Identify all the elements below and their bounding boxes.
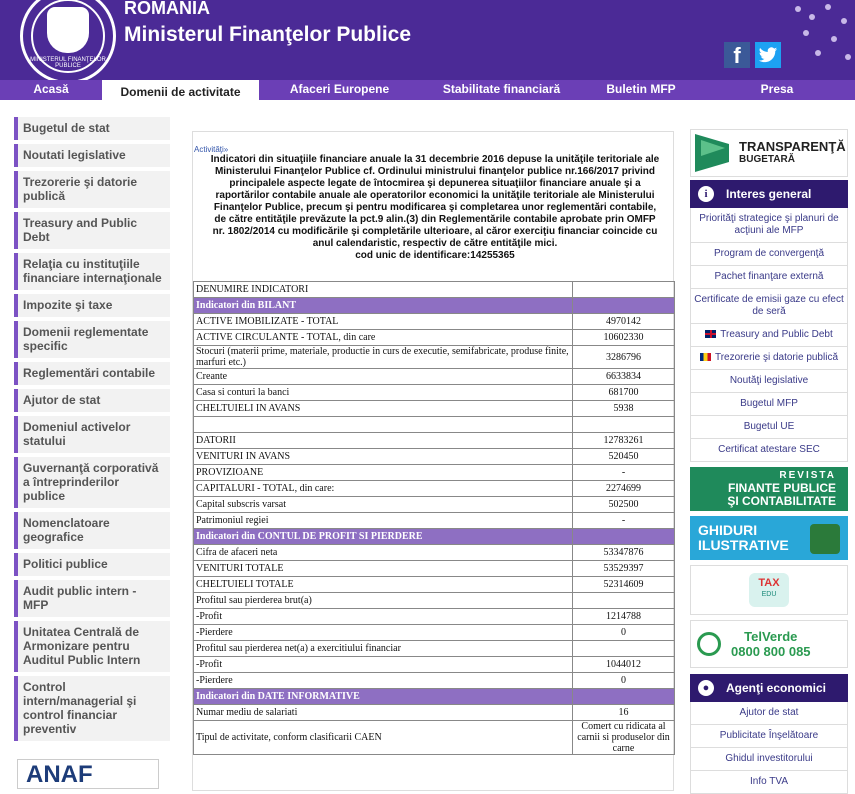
table-row (194, 401, 675, 417)
indicator-label (194, 417, 573, 433)
indicator-label: CAPITALURI - TOTAL, din care: (194, 481, 573, 497)
indicator-value (573, 298, 675, 314)
indicator-label: ACTIVE IMOBILIZATE - TOTAL (194, 314, 573, 330)
indicator-value (573, 529, 675, 545)
indicator-label: -Profit (194, 609, 573, 625)
indicator-label: Profitul sau pierderea net(a) a exercitiului financiar (194, 641, 573, 657)
indicator-label: VENITURI IN AVANS (194, 449, 573, 465)
indicator-value (573, 593, 675, 609)
transparenta-logo-icon (695, 134, 729, 172)
indicator-label: Patrimoniul regiei (194, 513, 573, 529)
ministry-logo[interactable] (20, 0, 116, 80)
table-row (194, 314, 675, 330)
sidebar-item[interactable]: Domenii reglementate specific (14, 321, 170, 358)
table-row (194, 561, 675, 577)
interes-link[interactable]: Certificat atestare SEC (690, 439, 848, 462)
sidebar-item[interactable]: Control intern/managerial şi control financiar preventiv (14, 676, 170, 741)
table-row (194, 385, 675, 401)
indicator-label: DENUMIRE INDICATORI (194, 282, 573, 298)
page-code: cod unic de identificare:14255365 (355, 250, 515, 261)
sidebar-item[interactable]: Unitatea Centrală de Armonizare pentru Auditul Public Intern (14, 621, 170, 672)
agenti-link[interactable]: Publicitate Înşelătoare (690, 725, 848, 748)
indicator-value: 6633834 (573, 369, 675, 385)
indicator-label: CHELTUIELI IN AVANS (194, 401, 573, 417)
indicator-value: 53529397 (573, 561, 675, 577)
indicator-label: Tipul de activitate, conform clasificarii CAEN (194, 721, 573, 755)
revista-banner[interactable]: REVISTA FINANTE PUBLICE ŞI CONTABILITATE (690, 467, 848, 511)
table-row (194, 625, 675, 641)
indicator-label: Indicatori din DATE INFORMATIVE (194, 689, 573, 705)
interes-link[interactable]: Pachet finanţare externă (690, 266, 848, 289)
table-row (194, 465, 675, 481)
site-header (0, 0, 855, 80)
content-area (192, 131, 674, 791)
indicator-value: 16 (573, 705, 675, 721)
table-row (194, 282, 675, 298)
indicators-table (193, 281, 675, 755)
sidebar-item[interactable]: Reglementări contabile (14, 362, 170, 385)
interes-link[interactable]: Trezorerie şi datorie publică (690, 347, 848, 370)
nav-item-3[interactable]: Stabilitate financiară (442, 82, 561, 96)
book-icon (810, 524, 840, 554)
indicator-value: - (573, 513, 675, 529)
table-row (194, 513, 675, 529)
sidebar-item[interactable]: Relaţia cu instituţiile financiare internaţionale (14, 253, 170, 290)
ministry-title[interactable]: Ministerul Finanţelor Publice (124, 23, 412, 46)
indicator-value (573, 689, 675, 705)
table-row (194, 417, 675, 433)
table-row (194, 433, 675, 449)
agenti-link[interactable]: Ghidul investitorului (690, 748, 848, 771)
indicator-label: Profitul sau pierderea brut(a) (194, 593, 573, 609)
right-sidebar (690, 129, 848, 794)
agenti-link[interactable]: Ajutor de stat (690, 702, 848, 725)
sidebar-item[interactable]: Nomenclatoare geografice (14, 512, 170, 549)
indicator-value: Comert cu ridicata al carnii si produselor din carne (573, 721, 675, 755)
left-sidebar (14, 117, 170, 745)
indicator-label: Capital subscris varsat (194, 497, 573, 513)
table-row (194, 481, 675, 497)
nav-item-5[interactable]: Presa (760, 82, 794, 96)
interes-link[interactable]: Certificate de emisii gaze cu efect de seră (690, 289, 848, 324)
interes-link[interactable]: Bugetul MFP (690, 393, 848, 416)
agenti-economici-list (690, 702, 848, 794)
breadcrumb[interactable]: Activităţi» (194, 145, 229, 154)
phone-icon (697, 632, 721, 656)
indicator-label: Creante (194, 369, 573, 385)
indicator-value: 2274699 (573, 481, 675, 497)
indicator-value (573, 417, 675, 433)
interes-general-header: i Interes general (690, 180, 848, 208)
sidebar-item[interactable]: Politici publice (14, 553, 170, 576)
indicator-label: Indicatori din CONTUL DE PROFIT SI PIERDERE (194, 529, 573, 545)
table-row (194, 673, 675, 689)
country-title: ROMANIA (124, 0, 210, 18)
indicator-label: Cifra de afaceri neta (194, 545, 573, 561)
indicator-value: 5938 (573, 401, 675, 417)
table-row (194, 330, 675, 346)
sidebar-item[interactable]: Noutati legislative (14, 144, 170, 167)
telverde-banner[interactable]: TelVerde 0800 800 085 (690, 620, 848, 668)
indicator-label: DATORII (194, 433, 573, 449)
transparenta-title: TRANSPARENŢĂ (739, 139, 846, 154)
indicator-value: 0 (573, 625, 675, 641)
sidebar-item[interactable]: Ajutor de stat (14, 389, 170, 412)
ghiduri-banner[interactable]: GHIDURI ILUSTRATIVE (690, 516, 848, 560)
sidebar-item[interactable]: Audit public intern - MFP (14, 580, 170, 617)
interes-link[interactable]: Priorităţi strategice şi planuri de acţiuni ale MFP (690, 208, 848, 243)
table-section-header (194, 689, 675, 705)
header-decoration (785, 0, 855, 80)
info-icon: i (698, 186, 714, 202)
table-row (194, 705, 675, 721)
indicator-value (573, 641, 675, 657)
nav-item-2[interactable]: Afaceri Europene (289, 82, 390, 96)
table-row (194, 593, 675, 609)
sidebar-item[interactable]: Domeniul activelor statului (14, 416, 170, 453)
indicator-value (573, 282, 675, 298)
agenti-link[interactable]: Info TVA (690, 771, 848, 794)
indicator-label: Stocuri (materii prime, materiale, productie in curs de executie, semifabricate, produse finite, marfuri etc.) (194, 346, 573, 369)
table-row (194, 497, 675, 513)
table-row (194, 346, 675, 369)
indicator-label: PROVIZIOANE (194, 465, 573, 481)
nav-item-1[interactable]: Domenii de activitate (102, 80, 259, 102)
transparenta-banner[interactable] (690, 129, 848, 177)
table-section-header (194, 529, 675, 545)
table-row (194, 657, 675, 673)
indicator-label: -Pierdere (194, 625, 573, 641)
anaf-banner[interactable]: ANAF (17, 759, 159, 789)
agenti-economici-header: ● Agenţi economici (690, 674, 848, 702)
nav-item-4[interactable]: Buletin MFP (606, 82, 676, 96)
indicator-value: 502500 (573, 497, 675, 513)
indicator-label: -Pierdere (194, 673, 573, 689)
table-row (194, 609, 675, 625)
interes-link[interactable]: Bugetul UE (690, 416, 848, 439)
indicator-value: 1214788 (573, 609, 675, 625)
table-row (194, 449, 675, 465)
person-icon: ● (698, 680, 714, 696)
indicator-label: -Profit (194, 657, 573, 673)
table-section-header (194, 298, 675, 314)
indicator-value: 52314609 (573, 577, 675, 593)
sidebar-item[interactable]: Treasury and Public Debt (14, 212, 170, 249)
interes-link[interactable]: Treasury and Public Debt (690, 324, 848, 347)
indicator-value: 53347876 (573, 545, 675, 561)
eagle-emblem-icon (47, 7, 89, 53)
indicator-value: - (573, 465, 675, 481)
nav-item-0[interactable]: Acasă (33, 82, 69, 96)
interes-link[interactable]: Noutăţi legislative (690, 370, 848, 393)
table-row (194, 369, 675, 385)
sidebar-item[interactable]: Trezorerie şi datorie publică (14, 171, 170, 208)
twitter-icon[interactable] (755, 42, 781, 68)
indicator-value: 4970142 (573, 314, 675, 330)
indicator-value: 10602330 (573, 330, 675, 346)
indicator-label: Numar mediu de salariati (194, 705, 573, 721)
table-row (194, 641, 675, 657)
indicator-value: 520450 (573, 449, 675, 465)
table-row (194, 721, 675, 755)
sidebar-item[interactable]: Impozite şi taxe (14, 294, 170, 317)
indicator-value: 1044012 (573, 657, 675, 673)
indicator-value: 0 (573, 673, 675, 689)
logo-text: MINISTERUL FINANŢELOR PUBLICE (30, 57, 106, 69)
interes-link[interactable]: Program de convergenţă (690, 243, 848, 266)
indicator-label: VENITURI TOTALE (194, 561, 573, 577)
indicator-value: 3286796 (573, 346, 675, 369)
ro-flag-icon (700, 353, 711, 361)
sidebar-item[interactable]: Bugetul de stat (14, 117, 170, 140)
page-title: Indicatori din situaţiile financiare anuale la 31 decembrie 2016 depuse la unităţile teritoriale ale Ministerului Finanţelor Publice cf. Ordinului ministrului finanţelor publice nr.166/2017 privind principalele aspecte legate de întocmirea şi depunerea situaţiilor financiare anuale şi a raportărilor contabile anuale ale operatorilor economici la unităţile teritoriale ale Ministerului Finanţelor Publice, precum şi pentru modificarea şi completarea unor reglementări contabile, de către entităţile prevăzute la pct.9 alin.(3) din Reglementările contabile aprobate prin OMFP nr. 1802/2014 cu modificările şi completările ulterioare, al căror exerciţiu financiar coincide cu anul calendaristic, respectiv de către entităţile mici. cod unic de identificare:14255365 (210, 154, 660, 261)
table-row (194, 545, 675, 561)
uk-flag-icon (705, 330, 716, 338)
sidebar-item[interactable]: Guvernanţă corporativă a întreprinderilor publice (14, 457, 170, 508)
tax-edu-banner[interactable]: TAX EDU (690, 565, 848, 615)
indicator-value: 12783261 (573, 433, 675, 449)
indicator-label: CHELTUIELI TOTALE (194, 577, 573, 593)
interes-general-list (690, 208, 848, 462)
facebook-icon[interactable]: f (724, 42, 750, 68)
indicator-label: Casa si conturi la banci (194, 385, 573, 401)
transparenta-subtitle: BUGETARĂ (739, 154, 795, 165)
indicator-label: Indicatori din BILANT (194, 298, 573, 314)
indicator-label: ACTIVE CIRCULANTE - TOTAL, din care (194, 330, 573, 346)
main-nav (0, 80, 855, 100)
table-row (194, 577, 675, 593)
indicator-value: 681700 (573, 385, 675, 401)
